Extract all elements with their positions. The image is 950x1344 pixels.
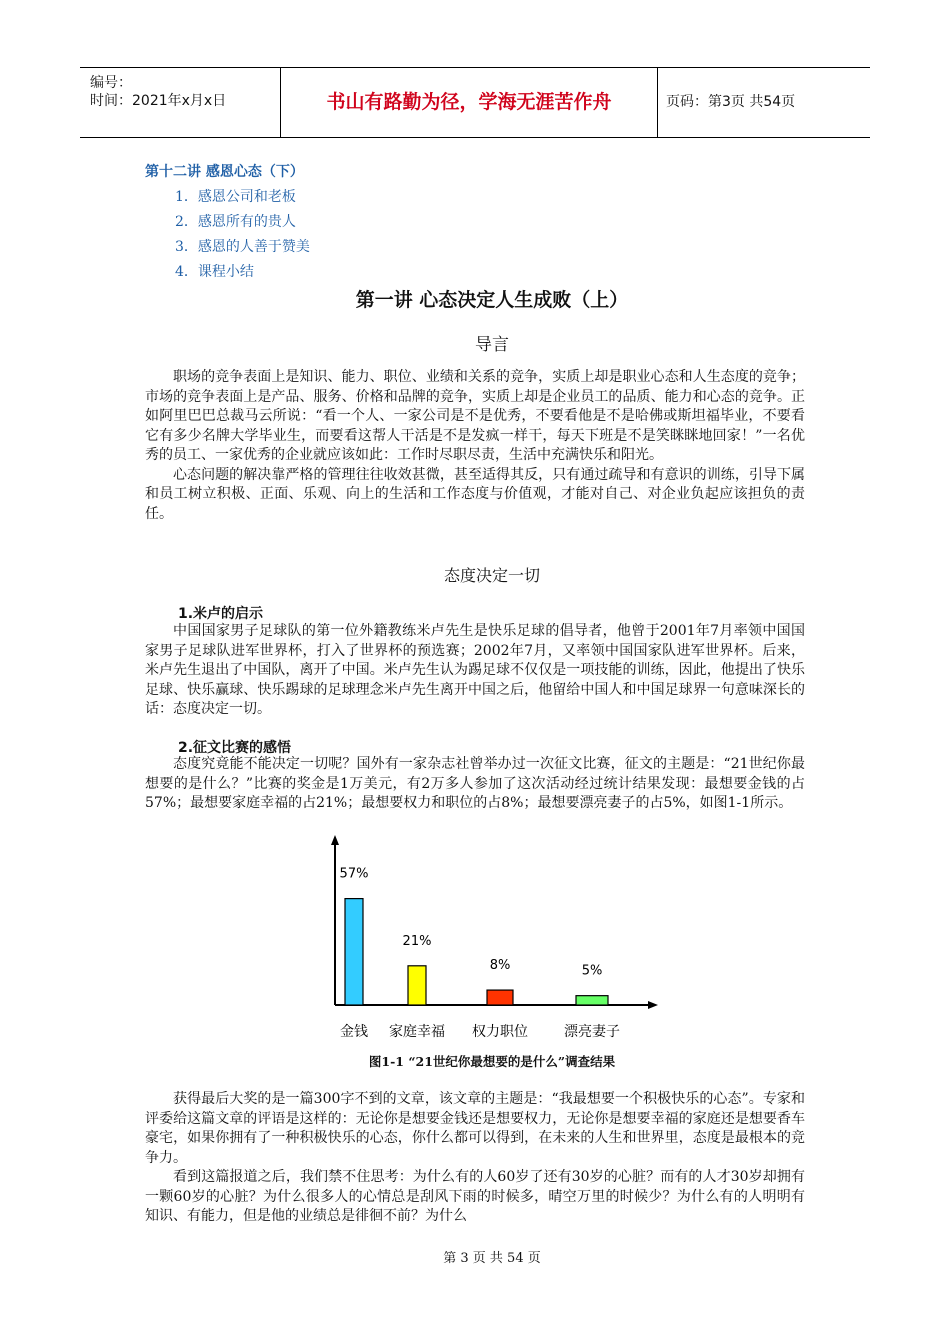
header-motto: 书山有路勤为径，学海无涯苦作舟 — [281, 68, 658, 137]
lecture-title: 第一讲 心态决定人生成败（上） — [355, 289, 629, 311]
category-label: 金钱 — [340, 1024, 368, 1040]
bar-value-label: 8% — [489, 958, 511, 974]
closing-paragraph: 获得最后大奖的是一篇300字不到的文章，该文章的主题是：“我最想要一个积极快乐的心态”。专家和评委给这篇文章的评语是这样的：无论你是想要金钱还是想要权力，无论你是想要幸福的家庭还是想要香车豪宅，如果你拥有了一种积极快乐的心态，你什么都可以得到，在未来的人生和世界里，态度是最根本的竞争力。 — [145, 1091, 805, 1166]
toc-item: 1．感恩公司和老板 — [175, 189, 296, 205]
table-of-contents — [145, 161, 310, 285]
subsection-2-text — [145, 755, 805, 814]
header-page-info: 页码：第3页 共54页 — [666, 94, 796, 110]
subsection-1-paragraph: 中国国家男子足球队的第一位外籍教练米卢先生是快乐足球的倡导者，他曾于2001年7月率领中国国家男子足球队进军世界杯，打入了世界杯的预选赛；2002年7月，又率领中国国家队进军世界杯。后来，米卢先生退出了中国队，离开了中国。米卢先生认为踢足球不仅仅是一项技能的训练，因此，他提出了快乐足球、快乐赢球、快乐踢球的足球理念米卢先生离开中国之后，他留给中国人和中国足球界一句意味深长的话：态度决定一切。 — [145, 623, 805, 717]
header-meta — [80, 68, 281, 137]
category-label: 家庭幸福 — [389, 1024, 445, 1040]
toc-item: 2．感恩所有的贵人 — [175, 214, 296, 230]
subsection-2-title: 2.征文比赛的感悟 — [178, 740, 292, 756]
y-axis-arrow — [331, 835, 339, 845]
time-label: 时间：2021年x月x日 — [90, 93, 227, 109]
bar-金钱 — [345, 899, 363, 1005]
survey-bar-chart — [330, 835, 670, 1051]
closing-paragraph: 看到这篇报道之后，我们禁不住思考：为什么有的人60岁了还有30岁的心脏？而有的人才30岁却拥有一颗60岁的心脏？为什么很多人的心情总是刮风下雨的时候多，晴空万里的时候少？为什么有的人明明有知识、有能力，但是他的业绩总是徘徊不前？为什么 — [145, 1169, 805, 1224]
bar-权力职位 — [487, 990, 513, 1005]
section-title: 态度决定一切 — [443, 566, 540, 585]
number-label: 编号： — [90, 75, 132, 91]
intro-text — [145, 368, 805, 524]
chart-caption: 图1-1 “21世纪你最想要的是什么”调查结果 — [368, 1054, 616, 1069]
intro-title: 导言 — [475, 335, 509, 355]
toc-title: 第十二讲 感恩心态（下） — [145, 164, 304, 180]
closing-text — [145, 1090, 805, 1227]
toc-item: 4．课程小结 — [175, 264, 254, 280]
chart-canvas — [330, 835, 670, 1047]
page-header — [80, 67, 870, 138]
subsection-2-paragraph: 态度究竟能不能决定一切呢？国外有一家杂志社曾举办过一次征文比赛，征文的主题是：“21世纪你最想要的是什么？”比赛的奖金是1万美元，有2万多人参加了这次活动经过统计结果发现：最想要金钱的占57%；最想要家庭幸福的占21%；最想要权力和职位的占8%；最想要漂亮妻子的占5%，如图1-1所示。 — [145, 756, 805, 811]
category-label: 权力职位 — [472, 1024, 528, 1040]
chart-bars — [340, 867, 620, 1040]
subsection-1-text — [145, 622, 805, 720]
x-axis-arrow — [648, 1001, 658, 1009]
toc-item: 3．感恩的人善于赞美 — [175, 239, 310, 255]
bar-家庭幸福 — [408, 966, 426, 1005]
bar-漂亮妻子 — [576, 996, 608, 1005]
bar-value-label: 5% — [581, 963, 603, 979]
bar-value-label: 21% — [402, 933, 432, 949]
subsection-1-title: 1.米卢的启示 — [178, 606, 264, 622]
intro-paragraph: 心态问题的解决靠严格的管理往往收效甚微，甚至适得其反，只有通过疏导和有意识的训练，引导下属和员工树立积极、正面、乐观、向上的生活和工作态度与价值观，才能对自己、对企业负起应该担负的责任。 — [145, 466, 805, 522]
bar-value-label: 57% — [339, 866, 369, 882]
category-label: 漂亮妻子 — [564, 1024, 620, 1040]
page-footer: 第 3 页 共 54 页 — [443, 1251, 541, 1266]
intro-paragraph: 职场的竞争表面上是知识、能力、职位、业绩和关系的竞争，实质上却是职业心态和人生态度的竞争；市场的竞争表面上是产品、服务、价格和品牌的竞争，实质上却是企业员工的品质、能力和心态的竞争。正如阿里巴巴总裁马云所说：“看一个人、一家公司是不是优秀，不要看他是不是哈佛或斯坦福毕业，不要看它有多少名牌大学毕业生，而要看这帮人干活是不是发疯一样干，每天下班是不是笑眯眯地回家！”一名优秀的员工、一家优秀的企业就应该如此：工作时尽职尽责，生活中充满快乐和阳光。 — [145, 369, 805, 463]
